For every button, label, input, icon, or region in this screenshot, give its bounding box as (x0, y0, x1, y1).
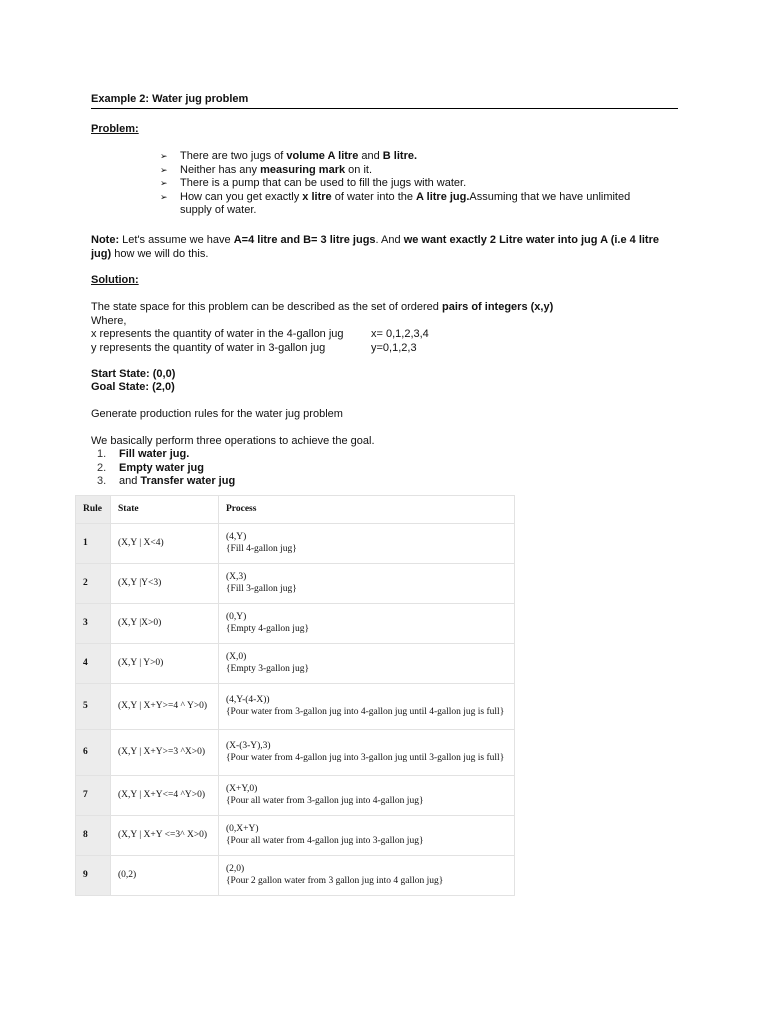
process-result: (0,Y) (226, 612, 247, 622)
process-result: (2,0) (226, 864, 245, 874)
y-definition (91, 342, 691, 356)
state-space-line-1 (91, 301, 691, 315)
text-run: B litre. (382, 150, 418, 162)
text-run: and (358, 150, 383, 162)
process-cell (219, 604, 515, 644)
text-run: of water into the (331, 190, 417, 203)
arrow-bullet-icon: ➢ (160, 178, 168, 188)
state-cell: (X,Y | X+Y<=4 ^Y>0) (111, 776, 219, 816)
process-cell (219, 684, 515, 730)
process-description: {Fill 4-gallon jug} (226, 543, 297, 554)
production-rules-table (75, 495, 515, 896)
rule-number-cell: 6 (76, 730, 111, 776)
start-state: Start State: (0,0) (91, 368, 176, 380)
rule-number-cell: 1 (76, 524, 111, 564)
operation-number: 1. (97, 448, 107, 460)
text-run: x litre (302, 190, 332, 203)
problem-bullet-item (160, 177, 660, 191)
header-process: Process (219, 496, 515, 524)
document-heading: Example 2: Water jug problem (91, 93, 678, 109)
problem-bullet-item (160, 150, 660, 164)
y-values: y=0,1,2,3 (371, 341, 417, 354)
process-description: {Pour all water from 4-gallon jug into 3-gallon jug} (226, 835, 424, 846)
process-result: (X+Y,0) (226, 784, 258, 794)
text-run: how we will do this. (111, 247, 209, 260)
process-description: {Pour water from 4-gallon jug into 3-gallon jug until 3-gallon jug is full} (226, 752, 505, 763)
state-space-description (91, 301, 691, 355)
operations-list (97, 448, 235, 489)
process-cell (219, 730, 515, 776)
process-cell (219, 564, 515, 604)
state-cell: (X,Y | X+Y>=3 ^X>0) (111, 730, 219, 776)
process-description: {Pour water from 3-gallon jug into 4-gallon jug until 4-gallon jug is full} (226, 706, 505, 717)
process-cell (219, 776, 515, 816)
state-cell: (X,Y |X>0) (111, 604, 219, 644)
state-cell: (0,2) (111, 856, 219, 896)
process-description: {Empty 4-gallon jug} (226, 623, 309, 634)
problem-label: Problem: (91, 123, 139, 135)
state-space-where: Where, (91, 314, 127, 327)
text-run: There is a pump that can be used to fill the jugs with water. (180, 177, 467, 189)
process-cell (219, 644, 515, 684)
x-values: x= 0,1,2,3,4 (371, 328, 429, 340)
text-run: Neither has any (180, 163, 261, 176)
state-space-pairs: pairs of integers (x,y) (441, 301, 554, 313)
process-description: {Fill 3-gallon jug} (226, 583, 297, 594)
solution-label: Solution: (91, 274, 139, 286)
rule-number-cell: 4 (76, 644, 111, 684)
state-cell: (X,Y |Y<3) (111, 564, 219, 604)
table-row (76, 524, 515, 564)
text-run: Note: (91, 234, 120, 246)
process-description: {Pour 2 gallon water from 3 gallon jug into 4 gallon jug} (226, 875, 444, 886)
process-cell (219, 524, 515, 564)
text-run: on it. (345, 163, 372, 176)
operation-number: 2. (97, 461, 107, 474)
note-paragraph (91, 234, 681, 261)
process-description: {Empty 3-gallon jug} (226, 663, 309, 674)
process-result: (4,Y) (226, 532, 247, 542)
table-row (76, 604, 515, 644)
rule-number-cell: 2 (76, 564, 111, 604)
operations-intro: We basically perform three operations to achieve the goal. (91, 435, 375, 447)
arrow-bullet-icon: ➢ (160, 151, 168, 161)
text-run: A litre jug. (416, 190, 470, 203)
rule-number-cell: 9 (76, 856, 111, 896)
table-row (76, 564, 515, 604)
arrow-bullet-icon: ➢ (160, 191, 168, 202)
text-run: . And (375, 234, 404, 246)
operation-number: 3. (97, 475, 107, 487)
rule-number-cell: 7 (76, 776, 111, 816)
table-row (76, 776, 515, 816)
text-run: Transfer water jug (140, 475, 236, 487)
process-result: (4,Y-(4-X)) (226, 695, 270, 705)
goal-state: Goal State: (2,0) (91, 381, 175, 393)
header-state: State (111, 496, 219, 524)
problem-bullet-list (160, 150, 660, 218)
process-result: (X,3) (226, 572, 247, 582)
table-header-row (76, 496, 515, 524)
problem-bullet-item (160, 191, 660, 218)
table-row (76, 644, 515, 684)
header-rule: Rule (76, 496, 111, 524)
text-run: Assuming that we have unlimited supply of water. (180, 190, 631, 216)
text-run: we want exactly 2 Litre water into jug A (i.e 4 litre jug) (91, 234, 659, 260)
arrow-bullet-icon: ➢ (160, 164, 168, 175)
text-run: and (119, 475, 141, 487)
text-run: There are two jugs of (180, 150, 287, 162)
operation-item (97, 448, 235, 462)
table-row (76, 730, 515, 776)
rule-number-cell: 8 (76, 816, 111, 856)
rule-number-cell: 5 (76, 684, 111, 730)
state-cell: (X,Y | X+Y>=4 ^ Y>0) (111, 684, 219, 730)
x-definition (91, 328, 691, 342)
table-row (76, 684, 515, 730)
process-description: {Pour all water from 3-gallon jug into 4-gallon jug} (226, 795, 424, 806)
table-row (76, 816, 515, 856)
operation-item (97, 475, 235, 489)
x-definition-text: x represents the quantity of water in the 4-gallon jug (91, 328, 344, 340)
process-cell (219, 816, 515, 856)
text-run: Let's assume we have (119, 234, 234, 246)
process-result: (X-(3-Y),3) (226, 741, 271, 751)
text-run: How can you get exactly (180, 190, 303, 203)
state-cell: (X,Y | Y>0) (111, 644, 219, 684)
text-run: A=4 litre and B= 3 litre jugs (233, 234, 376, 246)
text-run: Empty water jug (119, 461, 204, 474)
process-cell (219, 856, 515, 896)
state-space-text: The state space for this problem can be described as the set of ordered (91, 301, 442, 313)
process-result: (X,0) (226, 652, 247, 662)
rule-number-cell: 3 (76, 604, 111, 644)
generate-rules-text: Generate production rules for the water jug problem (91, 408, 343, 420)
text-run: Fill water jug. (119, 448, 190, 460)
problem-bullet-item (160, 164, 660, 178)
text-run: measuring mark (260, 163, 346, 176)
y-definition-text: y represents the quantity of water in 3-gallon jug (91, 341, 326, 354)
text-run: volume A litre (286, 150, 359, 162)
operation-item (97, 462, 235, 476)
process-result: (0,X+Y) (226, 824, 259, 834)
state-cell: (X,Y | X<4) (111, 524, 219, 564)
table-row (76, 856, 515, 896)
state-cell: (X,Y | X+Y <=3^ X>0) (111, 816, 219, 856)
